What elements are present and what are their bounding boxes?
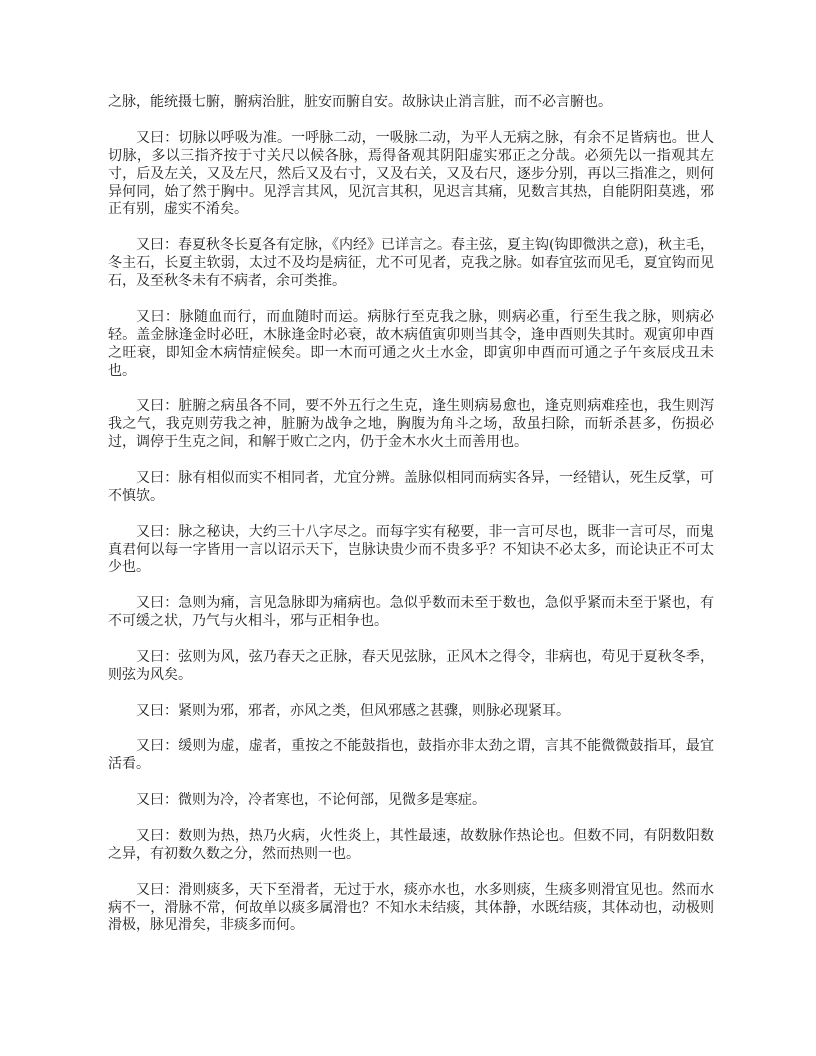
- paragraph: 又曰：春夏秋冬长夏各有定脉，《内经》已详言之。春主弦，夏主钩(钩即微洪之意)，秋主毛，冬主石，长夏主软弱，太过不及均是病征，尤不可见者，克我之脉。如春宜弦而见毛，夏宜钩而见石，及至秋冬未有不病者，余可类推。: [108, 237, 714, 290]
- paragraph: 又曰：紧则为邪，邪者，亦风之类，但风邪感之甚骤，则脉必现紧耳。: [136, 702, 570, 719]
- document-page: [108, 94, 714, 953]
- paragraph: 又曰：脉有相似而实不相同者，尤宜分辨。盖脉似相同而病实各异，一经错认，死生反掌，可不慎欤。: [108, 469, 714, 504]
- paragraph: 又曰：急则为痛，言见急脉即为痛病也。急似乎数而未至于数也，急似乎紧而未至于紧也，有不可缓之状，乃气与火相斗，邪与正相争也。: [108, 595, 714, 630]
- paragraph: 又曰：微则为冷，冷者寒也，不论何部，见微多是寒症。: [136, 792, 486, 809]
- paragraph: 又曰：缓则为虚，虚者，重按之不能鼓指也，鼓指亦非太劲之谓，言其不能微微鼓指耳，最宜活看。: [108, 738, 714, 773]
- paragraph: 又曰：切脉以呼吸为准。一呼脉二动，一吸脉二动，为平人无病之脉，有余不足皆病也。世人切脉，多以三指齐按于寸关尺以候各脉，焉得备观其阴阳虚实邪正之分哉。必须先以一指观其左寸，后及左关，又及左尺，然后又及右寸，又及右关，又及右尺，逐步分别，再以三指准之，则何异何同，始了然于胸中。见浮言其风，见沉言其积，见迟言其痛，见数言其热，自能阴阳莫逃，邪正有别，虚实不淆矣。: [108, 129, 714, 218]
- paragraph: 又曰：数则为热，热乃火病，火性炎上，其性最速，故数脉作热论也。但数不同，有阴数阳数之异，有初数久数之分，然而热则一也。: [108, 827, 714, 862]
- paragraph: 又曰：滑则痰多，天下至滑者，无过于水，痰亦水也，水多则痰，生痰多则滑宜见也。然而水病不一，滑脉不常，何故单以痰多属滑也？不知水未结痰，其体静，水既结痰，其体动也，动极则滑极，脉见滑矣，非痰多而何。: [108, 881, 714, 934]
- paragraph: 又曰：脏腑之病虽各不同，要不外五行之生克，逢生则病易愈也，逢克则病难痊也，我生则泻我之气，我克则劳我之神，脏腑为战争之地，胸腹为角斗之场，敌虽扫除，而斩杀甚多，伤损必过，调停于生克之间，和解于败亡之内，仍于金木水火土而善用也。: [108, 398, 714, 451]
- paragraph: 又曰：弦则为风，弦乃春天之正脉，春天见弦脉，正风木之得令，非病也，苟见于夏秋冬季，则弦为风矣。: [108, 648, 714, 683]
- paragraph: 又曰：脉之秘诀，大约三十八字尽之。而每字实有秘要，非一言可尽也，既非一言可尽，而鬼真君何以每一字皆用一言以诏示天下，岂脉诀贵少而不贵多乎？不知诀不必太多，而论诀正不可太少也。: [108, 523, 714, 576]
- paragraph: 又曰：脉随血而行，而血随时而运。病脉行至克我之脉，则病必重，行至生我之脉，则病必轻。盖金脉逢金时必旺，木脉逢金时必衰，故木病值寅卯则当其令，逢申酉则失其时。观寅卯申酉之旺衰，即知金木病情症候矣。即一木而可通之火土水金，即寅卯申酉而可通之子午亥辰戌丑未也。: [108, 308, 714, 379]
- paragraph-continuation: 之脉，能统摄七腑，腑病治脏，脏安而腑自安。故脉诀止消言脏，而不必言腑也。: [108, 94, 612, 110]
